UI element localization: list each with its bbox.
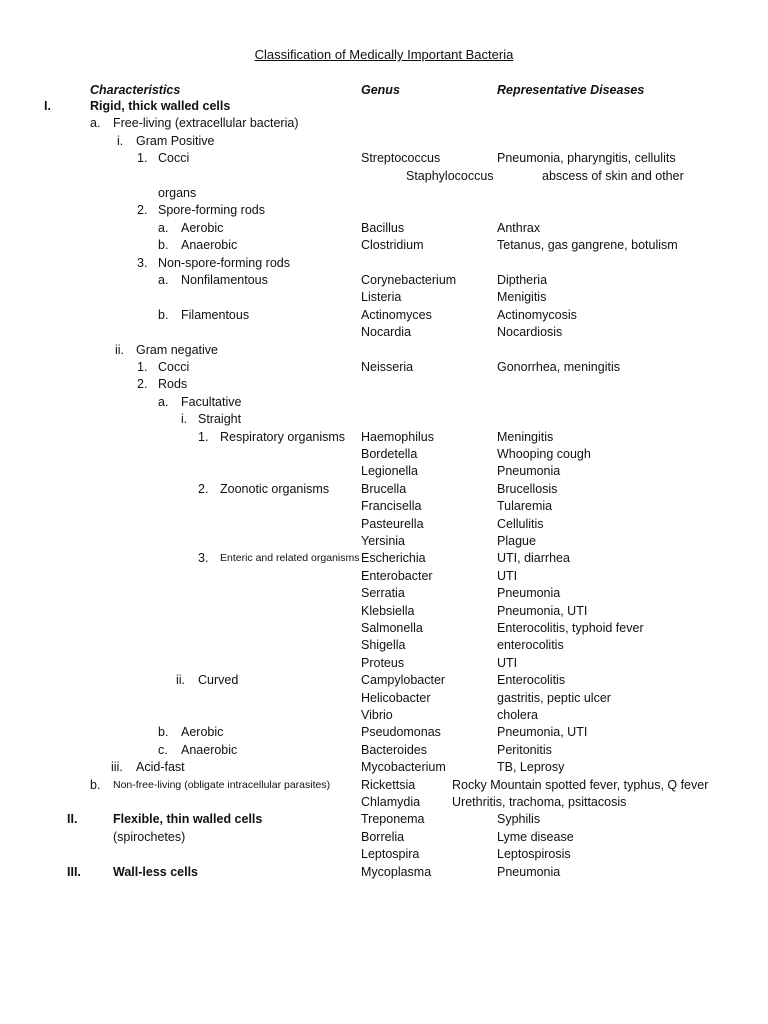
- outline-marker: 1.: [137, 360, 148, 374]
- disease-cell: Whooping cough: [497, 447, 591, 461]
- list-row: [0, 724, 768, 741]
- list-row: [0, 411, 768, 428]
- list-row: [0, 289, 768, 306]
- list-row: [0, 672, 768, 689]
- list-row: [0, 168, 768, 185]
- characteristic-text: Non-spore-forming rods: [158, 255, 290, 270]
- characteristic-text: organs: [158, 186, 197, 200]
- genus-cell: Brucella: [361, 481, 407, 496]
- disease-cell: UTI: [497, 568, 518, 583]
- list-row: [0, 463, 768, 480]
- genus-cell: Bacteroides: [361, 742, 428, 757]
- outline-marker: a.: [158, 394, 169, 409]
- header-characteristics: Characteristics: [90, 83, 181, 97]
- disease-cell: TB, Leprosy: [497, 760, 565, 775]
- list-row: [0, 846, 768, 863]
- characteristic-text: Anaerobic: [181, 742, 238, 757]
- disease-cell: Pneumonia, pharyngitis, cellulits: [497, 151, 676, 166]
- disease-cell: Lyme disease: [497, 829, 574, 844]
- genus-cell: Bordetella: [361, 447, 418, 461]
- outline-marker: iii.: [111, 760, 123, 775]
- outline-marker: ii.: [176, 673, 186, 688]
- genus-cell: Vibrio: [361, 708, 393, 722]
- disease-cell: Peritonitis: [497, 742, 552, 757]
- list-row: [0, 98, 768, 115]
- disease-cell: Brucellosis: [497, 481, 558, 496]
- outline-marker: b.: [90, 777, 101, 792]
- genus-cell: Shigella: [361, 638, 406, 653]
- genus-cell: Borrelia: [361, 829, 405, 844]
- characteristic-text: Free-living (extracellular bacteria): [113, 116, 299, 131]
- disease-cell: Pneumonia: [497, 586, 561, 601]
- list-row: [0, 220, 768, 237]
- genus-cell: Legionella: [361, 464, 418, 479]
- disease-cell: Pneumonia, UTI: [497, 603, 588, 618]
- outline-marker: II.: [67, 812, 78, 827]
- genus-cell: Streptococcus: [361, 151, 441, 166]
- genus-cell: Bacillus: [361, 220, 405, 235]
- genus-cell: Campylobacter: [361, 673, 446, 688]
- list-row: [0, 150, 768, 167]
- list-row: [0, 429, 768, 446]
- characteristic-text: Rods: [158, 377, 188, 392]
- characteristic-text: Anaerobic: [181, 238, 238, 253]
- list-row: [0, 185, 768, 202]
- disease-cell: Tetanus, gas gangrene, botulism: [497, 238, 678, 253]
- characteristic-text: Acid-fast: [136, 760, 185, 775]
- list-row: [0, 446, 768, 463]
- outline-marker: III.: [67, 864, 81, 879]
- list-row: [0, 202, 768, 219]
- outline-marker: a.: [90, 116, 101, 131]
- genus-cell: Klebsiella: [361, 603, 415, 618]
- page-title: Classification of Medically Important Bacteria: [254, 47, 514, 62]
- genus-cell: Pseudomonas: [361, 725, 441, 740]
- genus-cell: Leptospira: [361, 847, 420, 862]
- characteristic-text: Enteric and related organisms: [220, 552, 360, 565]
- characteristic-text: Spore-forming rods: [158, 203, 265, 218]
- list-row: [0, 376, 768, 393]
- outline-marker: 1.: [137, 151, 148, 166]
- genus-cell: Listeria: [361, 290, 402, 305]
- genus-cell: Neisseria: [361, 360, 414, 374]
- list-row: [0, 481, 768, 498]
- genus-cell: Staphylococcus: [406, 168, 494, 183]
- disease-cell: Tularemia: [497, 499, 553, 514]
- characteristic-text: Cocci: [158, 360, 190, 374]
- list-row: [0, 707, 768, 724]
- characteristic-text: Flexible, thin walled cells: [113, 812, 263, 827]
- list-row: [0, 690, 768, 707]
- outline-marker: ii.: [115, 342, 125, 357]
- disease-cell: Syphilis: [497, 812, 541, 827]
- genus-cell: Pasteurella: [361, 516, 424, 531]
- genus-cell: Corynebacterium: [361, 273, 457, 287]
- disease-cell: enterocolitis: [497, 638, 564, 653]
- genus-cell: Serratia: [361, 586, 405, 601]
- outline-marker: c.: [158, 742, 168, 757]
- list-row: [0, 655, 768, 672]
- list-row: [0, 533, 768, 550]
- characteristic-text: Aerobic: [181, 725, 224, 740]
- outline-marker: 1.: [198, 429, 209, 444]
- characteristic-text: Non-free-living (obligate intracellular parasites): [113, 778, 331, 791]
- outline-marker: 2.: [137, 203, 148, 218]
- list-row: [0, 864, 768, 881]
- list-row: [0, 811, 768, 828]
- characteristic-text: Straight: [198, 412, 242, 427]
- list-row: [0, 342, 768, 359]
- genus-cell: Nocardia: [361, 325, 412, 340]
- characteristic-text: Aerobic: [181, 220, 224, 235]
- disease-cell: Plague: [497, 534, 536, 548]
- genus-cell: Mycobacterium: [361, 760, 446, 775]
- list-row: [0, 307, 768, 324]
- characteristic-text: (spirochetes): [113, 829, 186, 844]
- genus-cell: Chlamydia: [361, 795, 421, 809]
- disease-cell: Pneumonia: [497, 464, 561, 479]
- characteristic-text: Respiratory organisms: [220, 429, 346, 444]
- disease-cell: Gonorrhea, meningitis: [497, 360, 620, 374]
- disease-cell: Enterocolitis, typhoid fever: [497, 621, 644, 635]
- characteristic-text: Zoonotic organisms: [220, 481, 330, 496]
- outline-marker: 2.: [137, 377, 148, 392]
- genus-cell: Mycoplasma: [361, 864, 432, 879]
- list-row: [0, 115, 768, 132]
- outline-marker: i.: [181, 412, 188, 427]
- list-row: [0, 829, 768, 846]
- genus-cell: Escherichia: [361, 551, 426, 566]
- genus-cell: Yersinia: [361, 534, 406, 548]
- list-row: [0, 568, 768, 585]
- list-row: [0, 133, 768, 150]
- disease-cell: gastritis, peptic ulcer: [497, 690, 611, 705]
- characteristic-text: Nonfilamentous: [181, 273, 268, 287]
- disease-cell: Actinomycosis: [497, 307, 577, 322]
- characteristic-text: Cocci: [158, 151, 190, 166]
- characteristic-text: Wall-less cells: [113, 864, 198, 879]
- list-row: [0, 516, 768, 533]
- genus-cell: Francisella: [361, 499, 422, 514]
- list-row: [0, 498, 768, 515]
- disease-cell: Enterocolitis: [497, 673, 566, 688]
- list-row: [0, 637, 768, 654]
- characteristic-text: Gram Positive: [136, 133, 215, 148]
- header-genus: Genus: [361, 83, 400, 97]
- disease-cell: Diptheria: [497, 273, 548, 287]
- disease-cell: UTI, diarrhea: [497, 551, 570, 566]
- disease-cell: cholera: [497, 708, 538, 722]
- list-row: [0, 359, 768, 376]
- disease-cell: Menigitis: [497, 290, 547, 305]
- list-row: [0, 237, 768, 254]
- outline-marker: a.: [158, 220, 169, 235]
- list-row: [0, 603, 768, 620]
- outline-marker: i.: [117, 133, 124, 148]
- genus-cell: Proteus: [361, 655, 405, 670]
- disease-cell: Anthrax: [497, 220, 541, 235]
- characteristic-text: Facultative: [181, 394, 242, 409]
- disease-cell: UTI: [497, 655, 518, 670]
- characteristic-text: Rigid, thick walled cells: [90, 99, 231, 113]
- genus-cell: Haemophilus: [361, 429, 434, 444]
- characteristic-text: Curved: [198, 673, 239, 688]
- outline-marker: 3.: [137, 255, 148, 270]
- list-row: [0, 272, 768, 289]
- disease-cell: Nocardiosis: [497, 325, 563, 340]
- disease-cell: Pneumonia: [497, 864, 561, 879]
- header-diseases: Representative Diseases: [497, 83, 645, 97]
- genus-cell: Treponema: [361, 812, 425, 827]
- list-row: [0, 394, 768, 411]
- genus-cell: Clostridium: [361, 238, 424, 253]
- list-row: [0, 585, 768, 602]
- outline-marker: 3.: [198, 551, 209, 566]
- list-row: [0, 620, 768, 637]
- outline-marker: b.: [158, 307, 169, 322]
- list-row: [0, 324, 768, 341]
- list-row: [0, 742, 768, 759]
- list-row: [0, 255, 768, 272]
- outline-marker: a.: [158, 273, 169, 287]
- list-row: [0, 794, 768, 811]
- list-row: [0, 550, 768, 567]
- outline-marker: b.: [158, 725, 169, 740]
- list-row: [0, 759, 768, 776]
- disease-cell: Leptospirosis: [497, 847, 571, 862]
- genus-cell: Salmonella: [361, 621, 423, 635]
- characteristic-text: Filamentous: [181, 307, 250, 322]
- disease-cell: Rocky Mountain spotted fever, typhus, Q fever: [452, 777, 709, 792]
- genus-cell: Helicobacter: [361, 690, 431, 705]
- disease-cell: Meningitis: [497, 429, 554, 444]
- outline-marker: 2.: [198, 481, 209, 496]
- disease-cell: Urethritis, trachoma, psittacosis: [452, 795, 627, 809]
- genus-cell: Rickettsia: [361, 777, 416, 792]
- list-row: [0, 777, 768, 794]
- disease-cell: Cellulitis: [497, 516, 544, 531]
- characteristic-text: Gram negative: [136, 342, 218, 357]
- genus-cell: Enterobacter: [361, 568, 433, 583]
- outline-marker: b.: [158, 238, 169, 253]
- outline-marker: I.: [44, 99, 51, 113]
- disease-cell: abscess of skin and other: [542, 168, 684, 183]
- disease-cell: Pneumonia, UTI: [497, 725, 588, 740]
- genus-cell: Actinomyces: [361, 307, 432, 322]
